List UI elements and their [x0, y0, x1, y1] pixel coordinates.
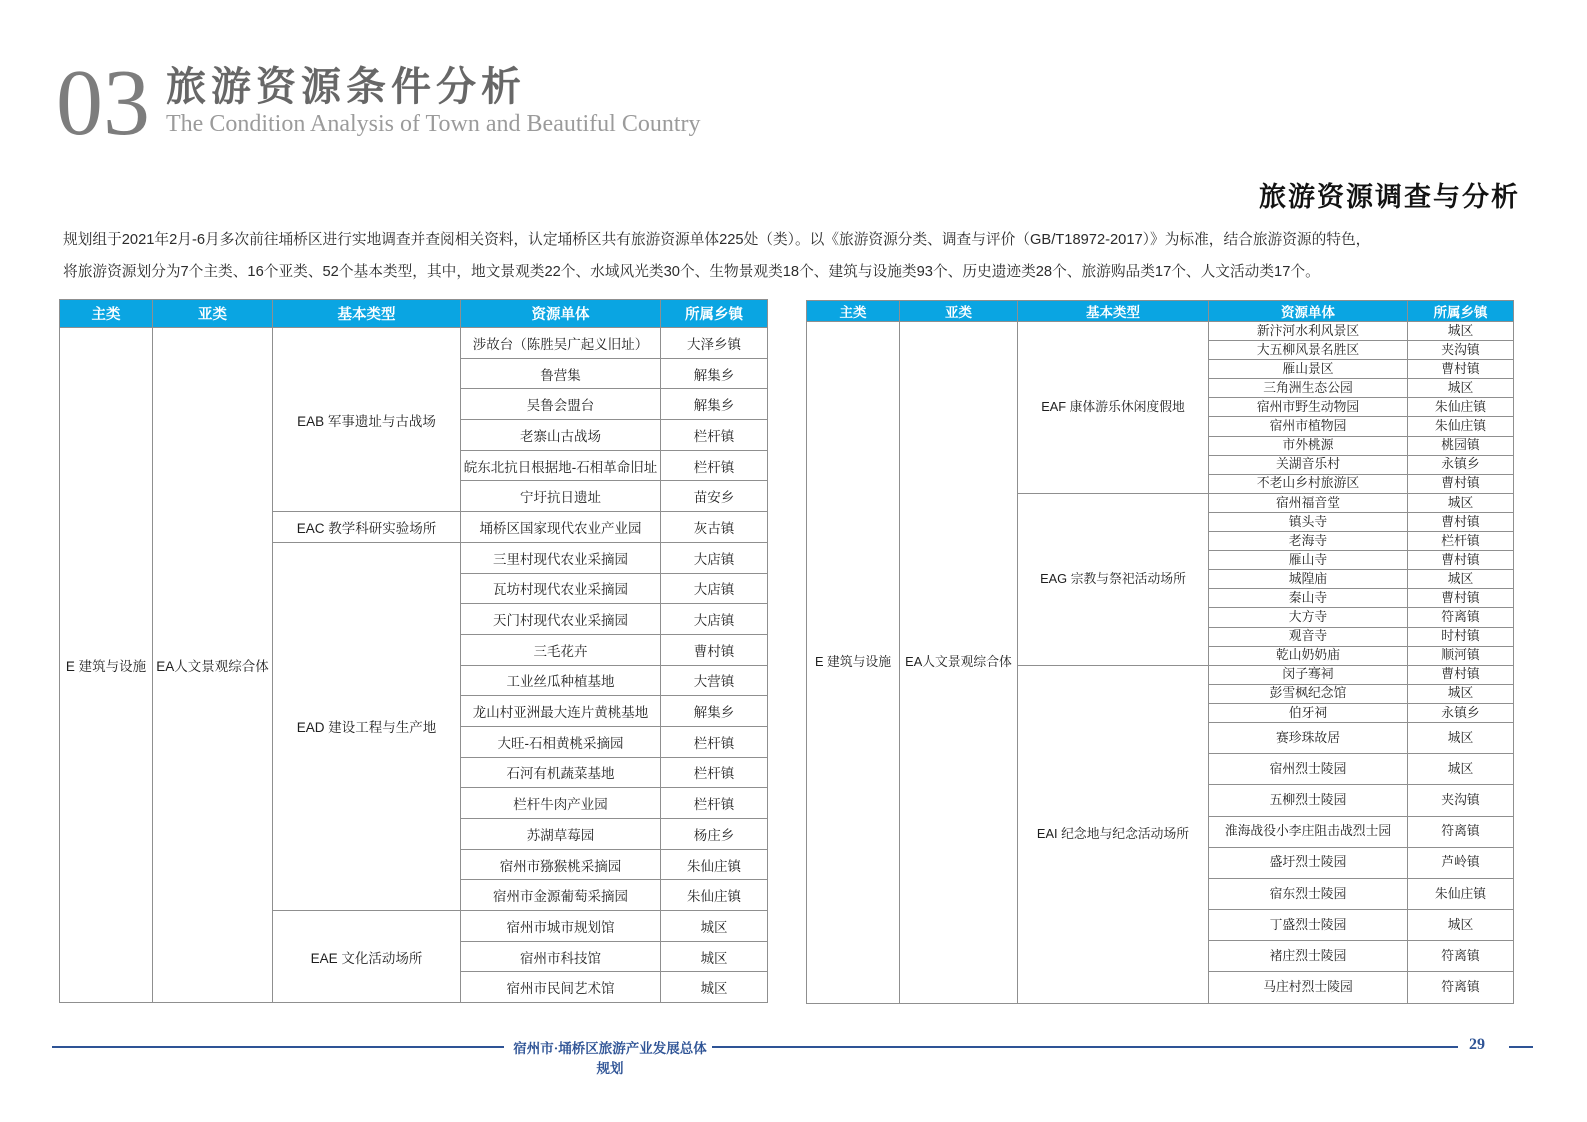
resource-unit-cell: 秦山寺 — [1209, 589, 1408, 608]
resource-unit-cell: 三角洲生态公园 — [1209, 379, 1408, 398]
column-header: 基本类型 — [1018, 301, 1209, 322]
township-cell: 城区 — [1408, 722, 1514, 753]
resource-unit-cell: 盛圩烈士陵园 — [1209, 847, 1408, 878]
chapter-text-block — [166, 55, 701, 138]
resource-unit-cell: 大方寺 — [1209, 608, 1408, 627]
page-number: 29 — [1469, 1036, 1485, 1053]
township-cell: 杨庄乡 — [661, 819, 768, 850]
township-cell: 曹村镇 — [1408, 512, 1514, 531]
township-cell: 城区 — [1408, 684, 1514, 703]
township-cell: 朱仙庄镇 — [1408, 417, 1514, 436]
basic-type-cell: EAC 教学科研实验场所 — [273, 512, 461, 543]
resource-unit-cell: 大五柳风景名胜区 — [1209, 341, 1408, 360]
resource-unit-cell: 宿州市城市规划馆 — [461, 911, 661, 942]
township-cell: 灰古镇 — [661, 512, 768, 543]
resource-unit-cell: 马庄村烈士陵园 — [1209, 972, 1408, 1003]
township-cell: 解集乡 — [661, 358, 768, 389]
resource-unit-cell: 观音寺 — [1209, 627, 1408, 646]
column-header: 基本类型 — [273, 300, 461, 328]
township-cell: 夹沟镇 — [1408, 341, 1514, 360]
resource-unit-cell: 瓦坊村现代农业采摘园 — [461, 573, 661, 604]
township-cell: 城区 — [661, 972, 768, 1003]
township-cell: 城区 — [1408, 570, 1514, 589]
resource-unit-cell: 淮海战役小李庄阻击战烈士园 — [1209, 816, 1408, 847]
township-cell: 顺河镇 — [1408, 646, 1514, 665]
table-row — [60, 328, 768, 359]
township-cell: 曹村镇 — [1408, 665, 1514, 684]
resource-unit-cell: 宁圩抗日遗址 — [461, 481, 661, 512]
basic-type-cell: EAF 康体游乐休闲度假地 — [1018, 322, 1209, 494]
chapter-subtitle: The Condition Analysis of Town and Beautiful Country — [166, 111, 701, 137]
resource-unit-cell: 宿州市猕猴桃采摘园 — [461, 849, 661, 880]
township-cell: 朱仙庄镇 — [661, 849, 768, 880]
basic-type-cell: EAB 军事遗址与古战场 — [273, 328, 461, 512]
resource-unit-cell: 雁山寺 — [1209, 551, 1408, 570]
resource-unit-cell: 赛珍珠故居 — [1209, 722, 1408, 753]
resource-unit-cell: 宿州市金源葡萄采摘园 — [461, 880, 661, 911]
section-title: 旅游资源调查与分析 — [1259, 182, 1520, 212]
resource-unit-cell: 苏湖草莓园 — [461, 819, 661, 850]
township-cell: 曹村镇 — [1408, 474, 1514, 493]
township-cell: 解集乡 — [661, 696, 768, 727]
township-cell: 符离镇 — [1408, 941, 1514, 972]
township-cell: 大泽乡镇 — [661, 328, 768, 359]
township-cell: 曹村镇 — [1408, 589, 1514, 608]
resource-unit-cell: 伯牙祠 — [1209, 703, 1408, 722]
column-header: 主类 — [60, 300, 153, 328]
township-cell: 栏杆镇 — [661, 420, 768, 451]
township-cell: 曹村镇 — [1408, 360, 1514, 379]
resource-unit-cell: 龙山村亚洲最大连片黄桃基地 — [461, 696, 661, 727]
township-cell: 栏杆镇 — [661, 726, 768, 757]
basic-type-cell: EAE 文化活动场所 — [273, 911, 461, 1003]
resource-unit-cell: 三毛花卉 — [461, 634, 661, 665]
township-cell: 大店镇 — [661, 542, 768, 573]
resource-unit-cell: 闵子骞祠 — [1209, 665, 1408, 684]
resource-table-right — [806, 300, 1514, 1004]
resource-unit-cell: 涉故台（陈胜吴广起义旧址） — [461, 328, 661, 359]
resource-unit-cell: 老寨山古战场 — [461, 420, 661, 451]
resource-unit-cell: 关湖音乐村 — [1209, 455, 1408, 474]
resource-unit-cell: 市外桃源 — [1209, 436, 1408, 455]
footer-divider-line — [52, 1046, 504, 1048]
resource-unit-cell: 大旺-石相黄桃采摘园 — [461, 726, 661, 757]
table-header-row — [60, 300, 768, 328]
resource-unit-cell: 新汴河水利风景区 — [1209, 322, 1408, 341]
township-cell: 苗安乡 — [661, 481, 768, 512]
chapter-number: 03 — [56, 51, 150, 155]
intro-paragraph — [63, 224, 1533, 288]
township-cell: 城区 — [661, 941, 768, 972]
township-cell: 城区 — [1408, 493, 1514, 512]
basic-type-cell: EAD 建设工程与生产地 — [273, 542, 461, 910]
resource-unit-cell: 宿州烈士陵园 — [1209, 754, 1408, 785]
resource-unit-cell: 宿州市植物园 — [1209, 417, 1408, 436]
township-cell: 栏杆镇 — [661, 788, 768, 819]
township-cell: 曹村镇 — [1408, 551, 1514, 570]
resource-table-left — [59, 299, 768, 1003]
resource-unit-cell: 雁山景区 — [1209, 360, 1408, 379]
footer-divider-line — [1509, 1046, 1533, 1048]
resource-unit-cell: 镇头寺 — [1209, 512, 1408, 531]
township-cell: 符离镇 — [1408, 816, 1514, 847]
sub-class-cell: EA人文景观综合体 — [153, 328, 273, 1003]
column-header: 亚类 — [153, 300, 273, 328]
resource-unit-cell: 宿州市民间艺术馆 — [461, 972, 661, 1003]
main-class-cell: E 建筑与设施 — [60, 328, 153, 1003]
resource-unit-cell: 石河有机蔬菜基地 — [461, 757, 661, 788]
resource-unit-cell: 工业丝瓜种植基地 — [461, 665, 661, 696]
intro-paragraph-line-1: 规划组于2021年2月-6月多次前往埇桥区进行实地调查并查阅相关资料，认定埇桥区共有旅游资源单体225处（类）。以《旅游资源分类、调查与评价（GB/T18972-2017）》为标准，结合旅游资源的特色， — [63, 232, 1371, 248]
township-cell: 永镇乡 — [1408, 703, 1514, 722]
resource-unit-cell: 宿东烈士陵园 — [1209, 878, 1408, 909]
table-header-row — [60, 300, 768, 328]
resource-unit-cell: 天门村现代农业采摘园 — [461, 604, 661, 635]
township-cell: 符离镇 — [1408, 608, 1514, 627]
resource-unit-cell: 宿州福音堂 — [1209, 493, 1408, 512]
column-header: 资源单体 — [461, 300, 661, 328]
table-header-row — [807, 301, 1514, 322]
column-header: 主类 — [807, 301, 900, 322]
column-header: 所属乡镇 — [661, 300, 768, 328]
township-cell: 城区 — [1408, 322, 1514, 341]
township-cell: 栏杆镇 — [661, 757, 768, 788]
township-cell: 时村镇 — [1408, 627, 1514, 646]
township-cell: 大店镇 — [661, 604, 768, 635]
township-cell: 城区 — [1408, 379, 1514, 398]
township-cell: 大店镇 — [661, 573, 768, 604]
footer-divider-line — [712, 1046, 1458, 1048]
intro-paragraph-line-2: 将旅游资源划分为7个主类、16个亚类、52个基本类型，其中，地文景观类22个、水域风光类30个、生物景观类18个、建筑与设施类93个、历史遗迹类28个、旅游购品类17个、人文活动类17个。 — [63, 264, 1320, 280]
resource-unit-cell: 五柳烈士陵园 — [1209, 785, 1408, 816]
chapter-title: 旅游资源条件分析 — [166, 64, 526, 109]
township-cell: 芦岭镇 — [1408, 847, 1514, 878]
township-cell: 城区 — [661, 911, 768, 942]
resource-unit-cell: 栏杆牛肉产业园 — [461, 788, 661, 819]
township-cell: 朱仙庄镇 — [661, 880, 768, 911]
township-cell: 朱仙庄镇 — [1408, 878, 1514, 909]
basic-type-cell: EAG 宗教与祭祀活动场所 — [1018, 493, 1209, 665]
sub-class-cell: EA人文景观综合体 — [900, 322, 1018, 1004]
column-header: 所属乡镇 — [1408, 301, 1514, 322]
township-cell: 朱仙庄镇 — [1408, 398, 1514, 417]
resource-unit-cell: 吴鲁会盟台 — [461, 389, 661, 420]
township-cell: 解集乡 — [661, 389, 768, 420]
resource-unit-cell: 埇桥区国家现代农业产业园 — [461, 512, 661, 543]
resource-unit-cell: 褚庄烈士陵园 — [1209, 941, 1408, 972]
resource-unit-cell: 丁盛烈士陵园 — [1209, 910, 1408, 941]
township-cell: 城区 — [1408, 754, 1514, 785]
township-cell: 桃园镇 — [1408, 436, 1514, 455]
township-cell: 栏杆镇 — [1408, 532, 1514, 551]
table-row — [807, 322, 1514, 341]
footer-title: 宿州市·埇桥区旅游产业发展总体规划 — [513, 1041, 707, 1076]
township-cell: 夹沟镇 — [1408, 785, 1514, 816]
township-cell: 栏杆镇 — [661, 450, 768, 481]
resource-unit-cell: 鲁营集 — [461, 358, 661, 389]
township-cell: 符离镇 — [1408, 972, 1514, 1003]
resource-unit-cell: 乾山奶奶庙 — [1209, 646, 1408, 665]
resource-unit-cell: 城隍庙 — [1209, 570, 1408, 589]
resource-unit-cell: 老海寺 — [1209, 532, 1408, 551]
table-header-row — [807, 301, 1514, 322]
township-cell: 曹村镇 — [661, 634, 768, 665]
main-class-cell: E 建筑与设施 — [807, 322, 900, 1004]
resource-unit-cell: 不老山乡村旅游区 — [1209, 474, 1408, 493]
resource-unit-cell: 宿州市野生动物园 — [1209, 398, 1408, 417]
chapter-header — [56, 51, 701, 155]
township-cell: 大营镇 — [661, 665, 768, 696]
resource-unit-cell: 宿州市科技馆 — [461, 941, 661, 972]
column-header: 亚类 — [900, 301, 1018, 322]
resource-unit-cell: 三里村现代农业采摘园 — [461, 542, 661, 573]
resource-unit-cell: 彭雪枫纪念馆 — [1209, 684, 1408, 703]
township-cell: 永镇乡 — [1408, 455, 1514, 474]
basic-type-cell: EAI 纪念地与纪念活动场所 — [1018, 665, 1209, 1003]
resource-unit-cell: 皖东北抗日根据地-石相革命旧址 — [461, 450, 661, 481]
township-cell: 城区 — [1408, 910, 1514, 941]
column-header: 资源单体 — [1209, 301, 1408, 322]
